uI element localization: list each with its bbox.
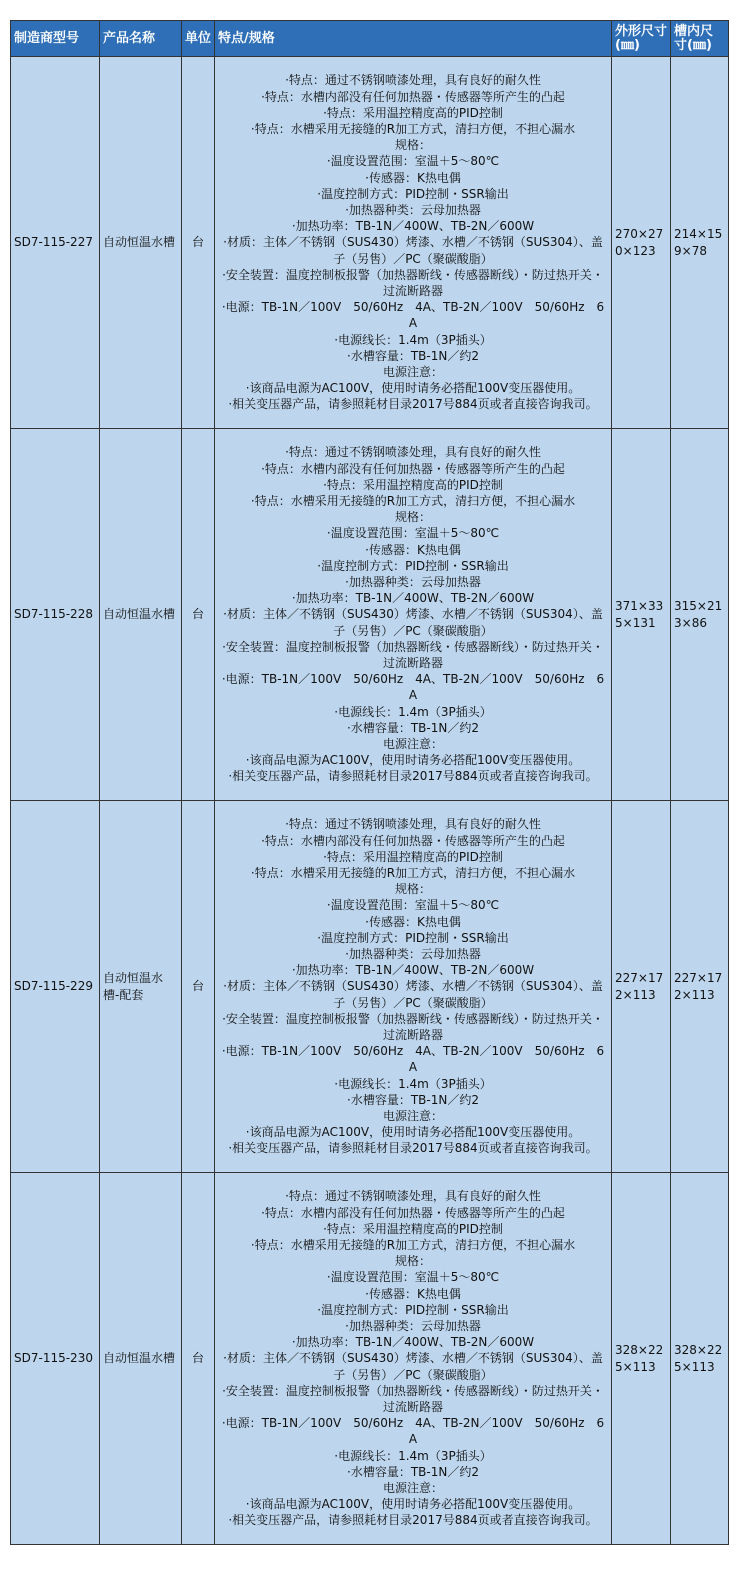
spec-line: ·材质：主体／不锈钢（SUS430）烤漆、水槽／不锈钢（SUS304）、盖子（另售）／PC（聚碳酸脂） [223,979,603,1010]
spec-line: ·水槽容量：TB-1N／约2 [347,1464,479,1479]
spec-line: ·安全装置：温度控制板报警（加热器断线・传感器断线）・防过热开关・过流断路器 [222,639,604,670]
header-outer-size: 外形尺寸(㎜) [612,21,671,57]
product-name-cell: 自动恒温水槽 [100,57,182,429]
spec-line: ·加热功率：TB-1N／400W、TB-2N／600W [291,591,535,606]
product-name-cell: 自动恒温水槽-配套 [100,801,182,1173]
spec-line: ·电源线长：1.4m（3P插头） [334,1076,492,1091]
spec-cell [215,429,612,801]
spec-line: ·特点：水槽采用无接缝的R加工方式，清扫方便，不担心漏水 [250,121,576,136]
header-model: 制造商型号 [11,21,100,57]
spec-line: ·安全装置：温度控制板报警（加热器断线・传感器断线）・防过热开关・过流断路器 [222,1011,604,1042]
spec-line: ·特点：通过不锈钢喷漆处理，具有良好的耐久性 [285,445,541,460]
spec-line: ·特点：水槽采用无接缝的R加工方式，清扫方便，不担心漏水 [250,1237,576,1252]
spec-line: ·特点：水槽内部没有任何加热器・传感器等所产生的凸起 [261,1205,565,1220]
spec-line: ·该商品电源为AC100V，使用时请务必搭配100V变压器使用。 [245,1497,581,1512]
spec-line: ·特点：采用温控精度高的PID控制 [323,1221,503,1236]
spec-line: ·加热器种类：云母加热器 [345,946,481,961]
spec-line: ·电源线长：1.4m（3P插头） [334,704,492,719]
spec-line: ·材质：主体／不锈钢（SUS430）烤漆、水槽／不锈钢（SUS304）、盖子（另售）／PC（聚碳酸脂） [223,235,603,266]
spec-line: ·温度设置范围：室温＋5～80℃ [326,154,500,169]
model-cell: SD7-115-227 [11,57,100,429]
spec-line: 规格： [394,510,431,525]
spec-line: ·加热功率：TB-1N／400W、TB-2N／600W [291,219,535,234]
model-cell: SD7-115-230 [11,1173,100,1545]
inner-size-cell: 328×225×113 [671,1173,729,1545]
unit-cell: 台 [182,57,215,429]
product-table-container [10,20,729,1545]
spec-line: ·该商品电源为AC100V，使用时请务必搭配100V变压器使用。 [245,1125,581,1140]
spec-line: ·加热器种类：云母加热器 [345,202,481,217]
outer-size-cell: 328×225×113 [612,1173,671,1545]
header-unit: 单位 [182,21,215,57]
spec-line: ·电源：TB-1N／100V 50/60Hz 4A、TB-2N／100V 50/60Hz 6A [221,1044,605,1075]
spec-line: ·加热功率：TB-1N／400W、TB-2N／600W [291,1335,535,1350]
product-name-cell: 自动恒温水槽 [100,1173,182,1545]
spec-line: 电源注意： [382,737,443,752]
spec-line: ·温度控制方式：PID控制・SSR输出 [317,558,509,573]
spec-line: ·该商品电源为AC100V，使用时请务必搭配100V变压器使用。 [245,381,581,396]
table-row [11,429,729,801]
spec-line: ·电源：TB-1N／100V 50/60Hz 4A、TB-2N／100V 50/60Hz 6A [221,300,605,331]
header-product-name: 产品名称 [100,21,182,57]
spec-line: ·特点：通过不锈钢喷漆处理，具有良好的耐久性 [285,817,541,832]
spec-line: ·电源线长：1.4m（3P插头） [334,1448,492,1463]
unit-cell: 台 [182,801,215,1173]
spec-line: ·温度设置范围：室温＋5～80℃ [326,898,500,913]
table-row [11,801,729,1173]
table-row [11,1173,729,1545]
spec-line: ·特点：采用温控精度高的PID控制 [323,477,503,492]
spec-line: ·传感器：K热电偶 [365,542,461,557]
table-body [11,57,729,1545]
table-row [11,57,729,429]
spec-line: 规格： [394,1254,431,1269]
spec-line: ·传感器：K热电偶 [365,914,461,929]
spec-line: ·材质：主体／不锈钢（SUS430）烤漆、水槽／不锈钢（SUS304）、盖子（另售）／PC（聚碳酸脂） [223,1351,603,1382]
spec-line: ·加热器种类：云母加热器 [345,574,481,589]
product-name-cell: 自动恒温水槽 [100,429,182,801]
spec-line: ·特点：水槽采用无接缝的R加工方式，清扫方便，不担心漏水 [250,493,576,508]
spec-line: ·该商品电源为AC100V，使用时请务必搭配100V变压器使用。 [245,753,581,768]
table-header-row [11,21,729,57]
spec-line: ·温度控制方式：PID控制・SSR输出 [317,186,509,201]
spec-line: ·相关变压器产品，请参照耗材目录2017号884页或者直接咨询我司。 [228,397,598,412]
spec-line: ·水槽容量：TB-1N／约2 [347,720,479,735]
spec-line: ·温度控制方式：PID控制・SSR输出 [317,930,509,945]
spec-line: ·安全装置：温度控制板报警（加热器断线・传感器断线）・防过热开关・过流断路器 [222,1383,604,1414]
header-inner-size: 槽内尺寸(㎜) [671,21,729,57]
spec-line: 规格： [394,138,431,153]
spec-line: ·特点：水槽内部没有任何加热器・传感器等所产生的凸起 [261,89,565,104]
inner-size-cell: 315×213×86 [671,429,729,801]
model-cell: SD7-115-229 [11,801,100,1173]
outer-size-cell: 371×335×131 [612,429,671,801]
spec-line: ·安全装置：温度控制板报警（加热器断线・传感器断线）・防过热开关・过流断路器 [222,267,604,298]
spec-line: ·温度设置范围：室温＋5～80℃ [326,526,500,541]
spec-line: ·特点：通过不锈钢喷漆处理，具有良好的耐久性 [285,73,541,88]
spec-line: ·特点：水槽采用无接缝的R加工方式，清扫方便，不担心漏水 [250,865,576,880]
spec-line: ·电源：TB-1N／100V 50/60Hz 4A、TB-2N／100V 50/60Hz 6A [221,672,605,703]
outer-size-cell: 227×172×113 [612,801,671,1173]
spec-cell [215,801,612,1173]
spec-line: ·特点：通过不锈钢喷漆处理，具有良好的耐久性 [285,1189,541,1204]
header-spec: 特点/规格 [215,21,612,57]
spec-line: ·特点：水槽内部没有任何加热器・传感器等所产生的凸起 [261,833,565,848]
spec-line: ·相关变压器产品，请参照耗材目录2017号884页或者直接咨询我司。 [228,1141,598,1156]
spec-line: 电源注意： [382,365,443,380]
spec-cell [215,57,612,429]
spec-line: ·相关变压器产品，请参照耗材目录2017号884页或者直接咨询我司。 [228,769,598,784]
inner-size-cell: 227×172×113 [671,801,729,1173]
spec-line: ·传感器：K热电偶 [365,1286,461,1301]
spec-line: 电源注意： [382,1109,443,1124]
inner-size-cell: 214×159×78 [671,57,729,429]
spec-line: ·加热器种类：云母加热器 [345,1318,481,1333]
spec-line: ·温度控制方式：PID控制・SSR输出 [317,1302,509,1317]
spec-cell [215,1173,612,1545]
spec-line: 规格： [394,882,431,897]
spec-line: ·水槽容量：TB-1N／约2 [347,348,479,363]
spec-line: ·温度设置范围：室温＋5～80℃ [326,1270,500,1285]
spec-line: ·材质：主体／不锈钢（SUS430）烤漆、水槽／不锈钢（SUS304）、盖子（另售）／PC（聚碳酸脂） [223,607,603,638]
outer-size-cell: 270×270×123 [612,57,671,429]
model-cell: SD7-115-228 [11,429,100,801]
spec-line: ·电源线长：1.4m（3P插头） [334,332,492,347]
spec-line: ·相关变压器产品，请参照耗材目录2017号884页或者直接咨询我司。 [228,1513,598,1528]
spec-line: ·传感器：K热电偶 [365,170,461,185]
spec-line: 电源注意： [382,1481,443,1496]
unit-cell: 台 [182,1173,215,1545]
product-spec-table [10,20,729,1545]
spec-line: ·特点：采用温控精度高的PID控制 [323,105,503,120]
spec-line: ·加热功率：TB-1N／400W、TB-2N／600W [291,963,535,978]
spec-line: ·特点：水槽内部没有任何加热器・传感器等所产生的凸起 [261,461,565,476]
spec-line: ·水槽容量：TB-1N／约2 [347,1092,479,1107]
spec-line: ·特点：采用温控精度高的PID控制 [323,849,503,864]
spec-line: ·电源：TB-1N／100V 50/60Hz 4A、TB-2N／100V 50/60Hz 6A [221,1416,605,1447]
unit-cell: 台 [182,429,215,801]
